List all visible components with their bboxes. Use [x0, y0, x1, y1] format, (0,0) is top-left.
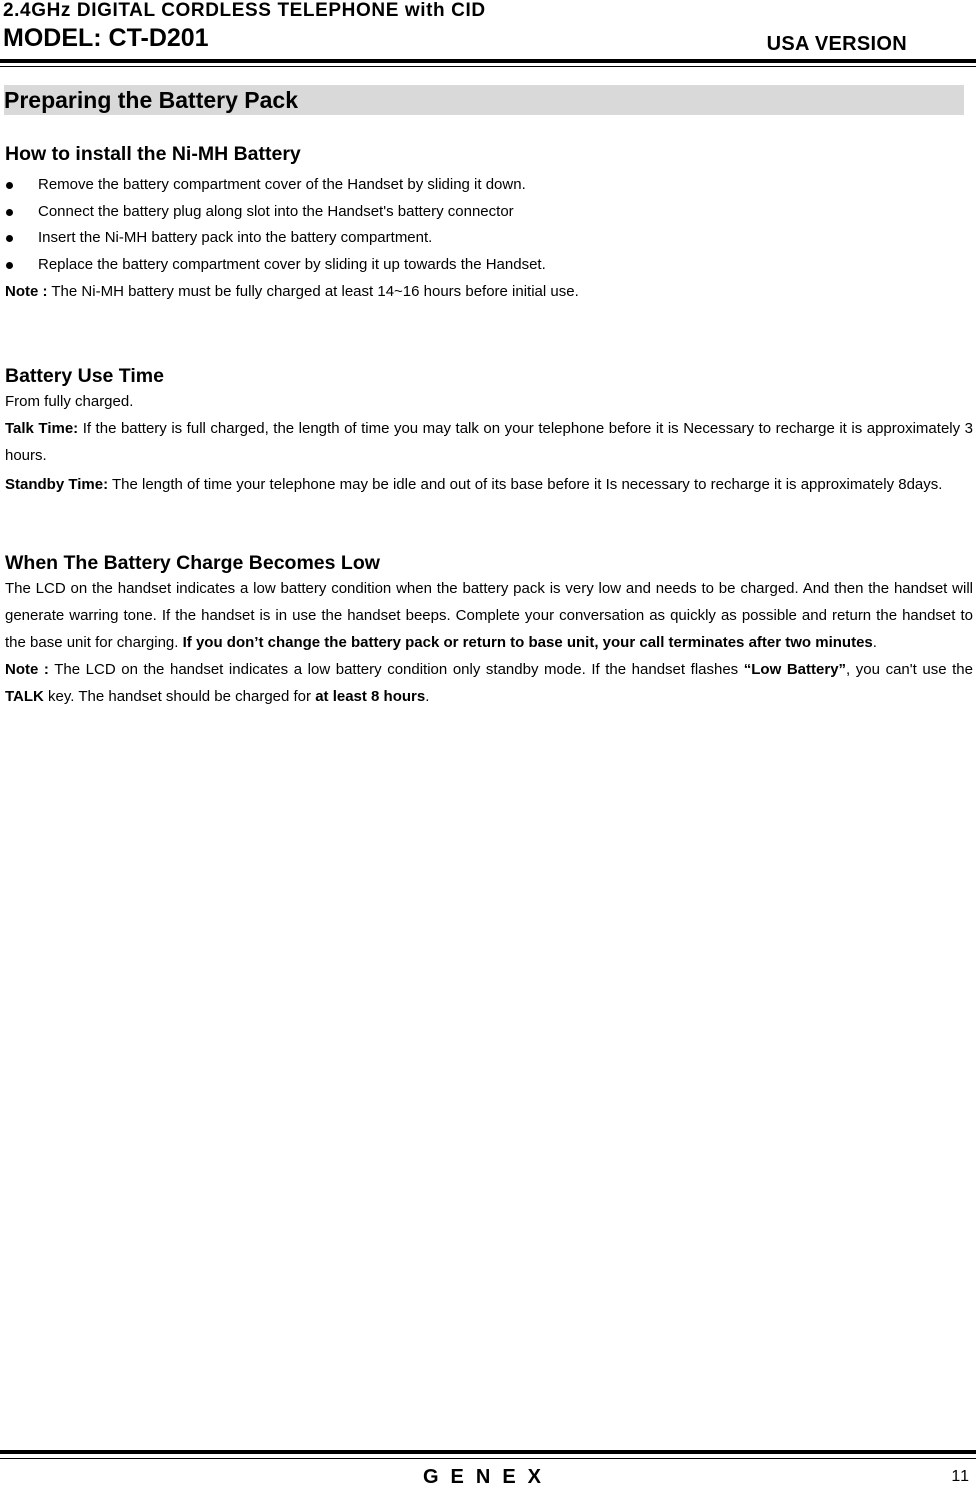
- bullet-icon: [6, 262, 13, 269]
- header-rule-thick: [0, 59, 976, 63]
- footer-rule-thick: [0, 1450, 976, 1454]
- brand-footer: GENEX: [422, 1466, 554, 1488]
- list-item: Replace the battery compartment cover by sliding it up towards the Handset.: [5, 252, 973, 279]
- page-header: [3, 0, 973, 53]
- list-item: Remove the battery compartment cover of the Handset by sliding it down.: [5, 172, 973, 199]
- header-rule-thin: [0, 66, 976, 67]
- main-content: [5, 142, 973, 710]
- model-number: MODEL: CT-D201: [3, 24, 209, 52]
- section-title: Preparing the Battery Pack: [4, 85, 964, 115]
- standby-time-paragraph: Standby Time: The length of time your telephone may be idle and out of its base before it Is necessary to recharge it is approximately 8days.: [5, 476, 943, 493]
- model-line: [3, 23, 973, 53]
- use-time-heading: Battery Use Time: [5, 365, 164, 387]
- bullet-icon: [6, 209, 13, 216]
- footer-rule-thin: [0, 1458, 976, 1459]
- product-title: 2.4GHz DIGITAL CORDLESS TELEPHONE with CID: [3, 0, 486, 21]
- use-time-intro: From fully charged.: [5, 393, 134, 410]
- list-item: Insert the Ni-MH battery pack into the battery compartment.: [5, 225, 973, 252]
- bullet-icon: [6, 182, 13, 189]
- install-note: Note : The Ni-MH battery must be fully charged at least 14~16 hours before initial use.: [5, 283, 579, 300]
- install-steps: [5, 172, 973, 278]
- low-charge-heading: When The Battery Charge Becomes Low: [5, 552, 380, 574]
- talk-time-paragraph: Talk Time: If the battery is full charged, the length of time you may talk on your telephone before it is Necessary to recharge it is approximately 3 hours.: [5, 420, 973, 464]
- list-item: Connect the battery plug along slot into the Handset's battery connector: [5, 199, 973, 226]
- low-charge-note: Note : The LCD on the handset indicates a low battery condition only standby mode. If the handset flashes “Low Battery”, you can't use the TALK key. The handset should be charged for at least 8 hours.: [5, 661, 973, 705]
- bullet-icon: [6, 235, 13, 242]
- page-number: 11: [951, 1468, 970, 1485]
- version-label: USA VERSION: [766, 33, 907, 55]
- low-charge-paragraph: The LCD on the handset indicates a low battery condition when the battery pack is very low and needs to be charged. And then the handset will generate warring tone. If the handset is in use the handset beeps. Complete your conversation as quickly as possible and return the handset to the base unit for charging. If you don’t change the battery pack or return to base unit, your call terminates after two minutes.: [5, 580, 973, 651]
- install-heading: How to install the Ni-MH Battery: [5, 143, 301, 165]
